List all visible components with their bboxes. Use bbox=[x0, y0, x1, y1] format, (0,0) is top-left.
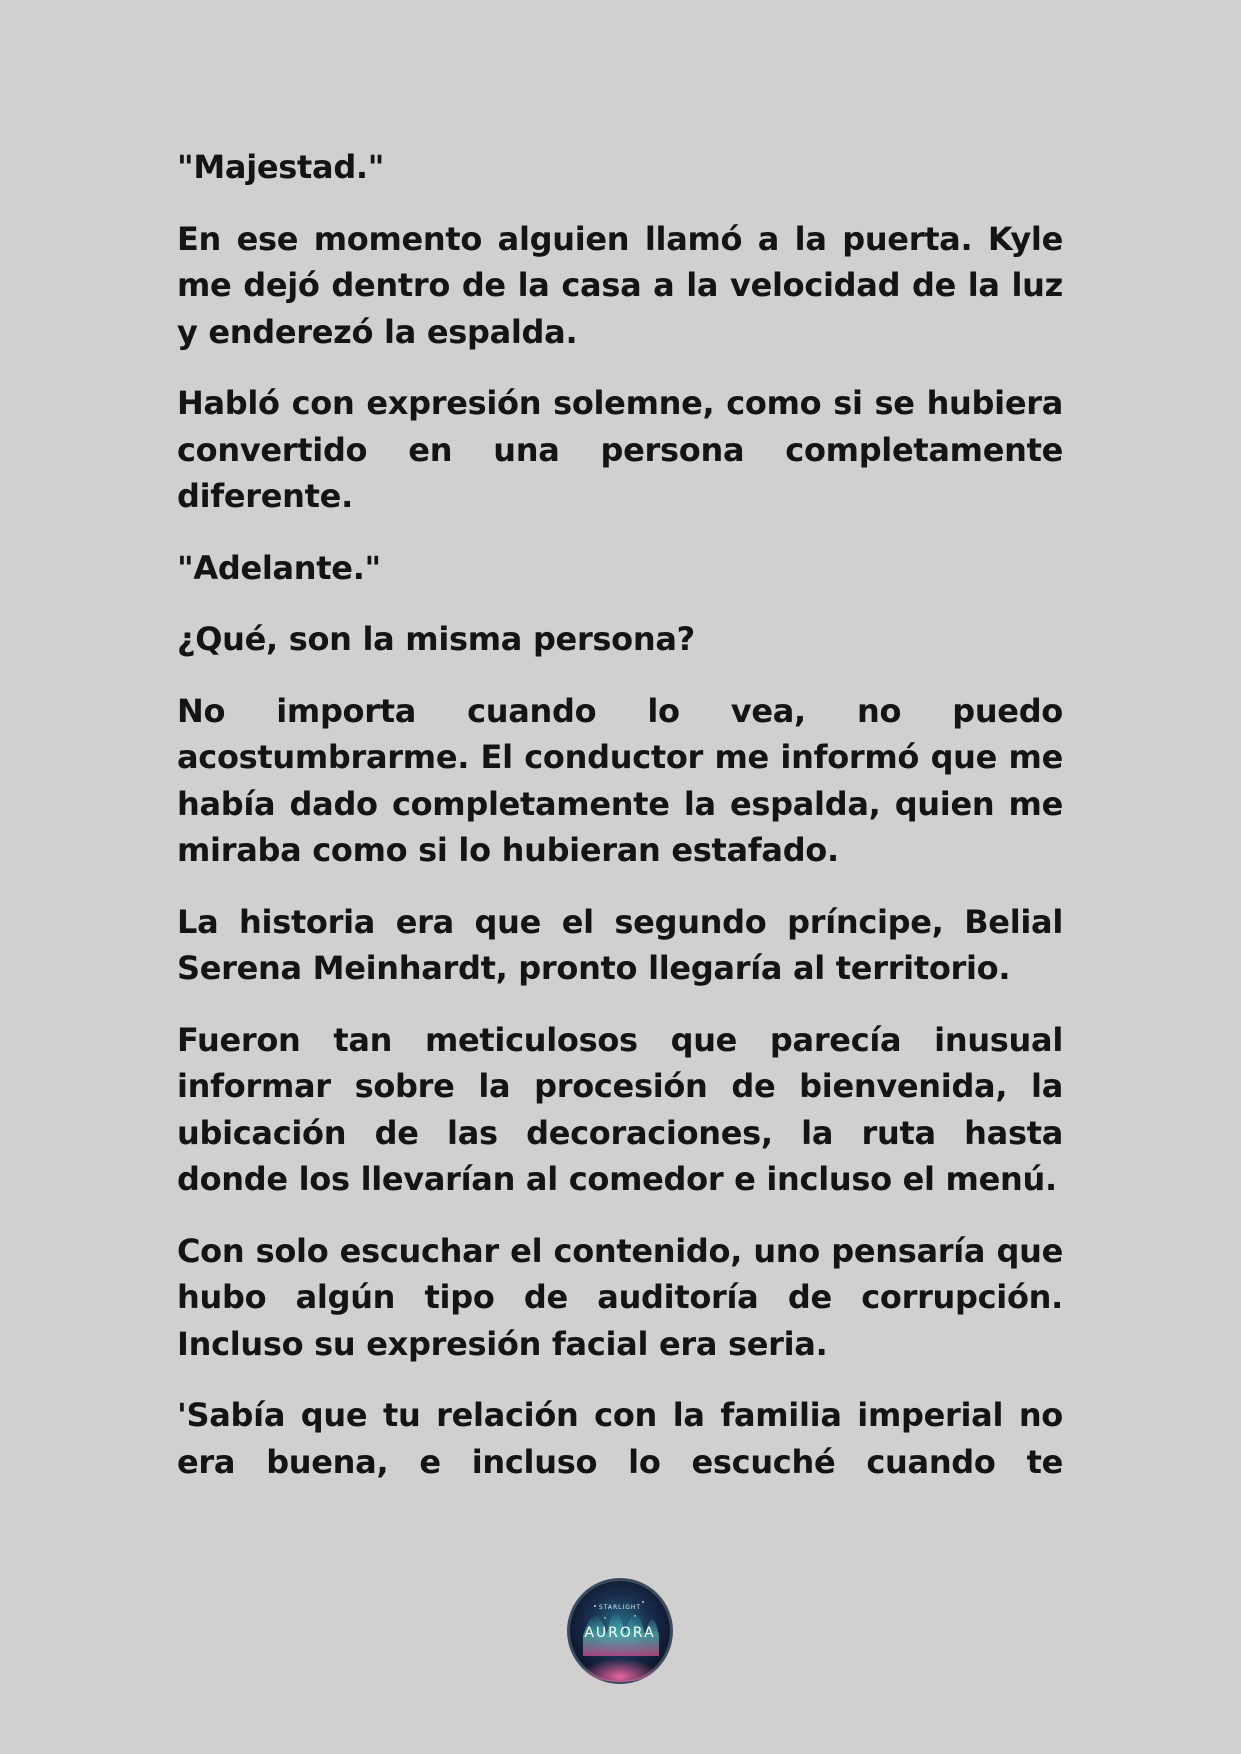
logo-name: AURORA bbox=[584, 1625, 656, 1641]
paragraph-7: La historia era que el segundo príncipe, Belial Serena Meinhardt, pronto llegaría al territorio. bbox=[177, 902, 1063, 987]
paragraph-5: ¿Qué, son la misma persona? bbox=[177, 620, 695, 658]
paragraph-6: No importa cuando lo vea, no puedo acostumbrarme. El conductor me informó que me había dado completamente la espalda, quien me miraba como si lo hubieran estafado. bbox=[177, 691, 1063, 869]
paragraph-10: 'Sabía que tu relación con la familia imperial no era buena, e incluso lo escuché cuando te bbox=[177, 1396, 1063, 1481]
paragraph-3: Habló con expresión solemne, como si se hubiera convertido en una persona completamente diferente. bbox=[177, 384, 1063, 515]
aurora-logo-icon bbox=[565, 1576, 675, 1686]
body-text bbox=[177, 144, 1063, 1510]
paragraph-1: "Majestad." bbox=[177, 148, 385, 186]
paragraph-8: Fueron tan meticulosos que parecía inusual informar sobre la procesión de bienvenida, la ubicación de las decoraciones, la ruta hasta donde los llevarían al comedor e incluso el menú. bbox=[177, 1020, 1063, 1198]
paragraph-9: Con solo escuchar el contenido, uno pensaría que hubo algún tipo de auditoría de corrupción. Incluso su expresión facial era seria. bbox=[177, 1231, 1063, 1363]
paragraph-2: En ese momento alguien llamó a la puerta. Kyle me dejó dentro de la casa a la velocidad de la luz y enderezó la espalda. bbox=[177, 219, 1063, 351]
paragraph-4: "Adelante." bbox=[177, 548, 381, 587]
logo-small-text: STARLIGHT bbox=[598, 1604, 642, 1611]
